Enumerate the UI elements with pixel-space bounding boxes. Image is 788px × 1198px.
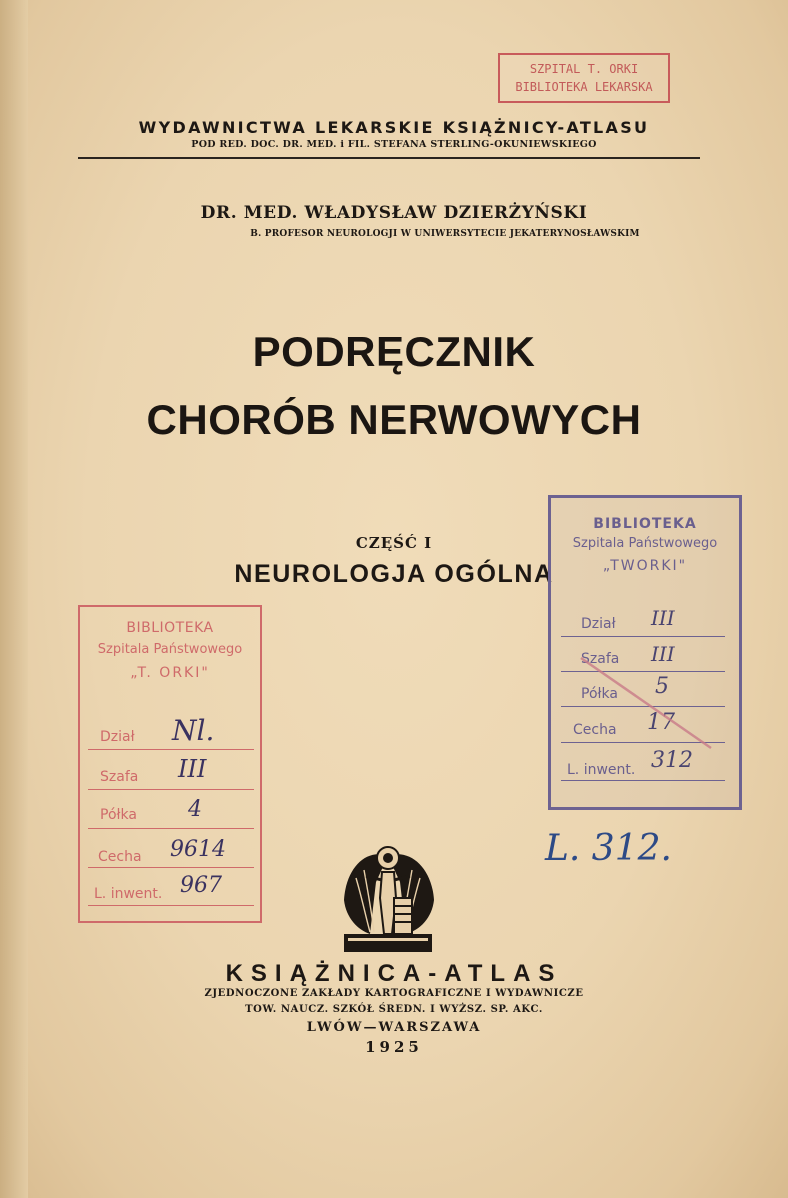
purple-library-stamp — [548, 495, 742, 810]
publication-year: 1925 — [365, 1038, 423, 1056]
red-stamp-line — [88, 905, 254, 906]
purple-stamp-hospital: Szpitala Państwowego — [572, 536, 718, 551]
author-name: DR. MED. WŁADYSŁAW DZIERŻYŃSKI — [200, 203, 588, 223]
winged-figure-emblem-icon — [336, 838, 440, 956]
page-spine-shadow — [0, 0, 28, 1198]
publisher-line2: TOW. NAUCZ. SZKÓŁ ŚREDN. I WYŻSZ. SP. AKC. — [245, 1004, 543, 1015]
red-stamp-heading: BIBLIOTEKA — [126, 620, 214, 636]
red-stamp-label-dzial: Dział — [100, 729, 135, 745]
red-stamp-hospital: Szpitala Państwowego — [97, 642, 243, 657]
red-stamp-line — [88, 789, 254, 790]
red-stamp-line — [88, 828, 254, 829]
red-stamp-label-szafa: Szafa — [100, 769, 139, 785]
purple-stamp-label-inwent: L. inwent. — [567, 762, 636, 778]
top-library-stamp — [498, 53, 670, 103]
book-title-line1: PODRĘCZNIK — [252, 328, 536, 375]
purple-stamp-label-dzial: Dział — [581, 616, 616, 632]
publisher-line1: ZJEDNOCZONE ZAKŁADY KARTOGRAFICZNE I WYDAWNICZE — [204, 988, 584, 999]
red-stamp-label-inwent: L. inwent. — [94, 886, 163, 902]
purple-stamp-line — [561, 780, 725, 781]
purple-stamp-label-szafa: Szafa — [581, 651, 620, 667]
purple-stamp-cross-mark-icon — [571, 648, 721, 758]
purple-stamp-value-szafa: III — [651, 642, 675, 666]
handwritten-inventory-number: L. 312. — [545, 828, 672, 869]
series-title: WYDAWNICTWA LEKARSKIE KSIĄŻNICY-ATLASU — [138, 118, 650, 137]
red-stamp-label-polka: Półka — [100, 807, 137, 823]
red-stamp-label-cecha: Cecha — [98, 849, 142, 865]
header-rule — [78, 157, 700, 159]
red-stamp-value-cecha: 9614 — [170, 837, 226, 862]
red-stamp-value-polka: 4 — [188, 797, 202, 822]
author-profession: B. PROFESOR NEUROLOGJI W UNIWERSYTECIE JEKATERYNOSŁAWSKIM — [250, 229, 640, 239]
purple-stamp-value-dzial: III — [651, 606, 675, 630]
top-stamp-line2: BIBLIOTEKA LEKARSKA — [515, 80, 653, 94]
part-subtitle: NEUROLOGJA OGÓLNA — [234, 560, 554, 588]
purple-stamp-heading: BIBLIOTEKA — [593, 516, 697, 532]
purple-stamp-value-inwent: 312 — [651, 748, 693, 773]
red-stamp-line — [88, 749, 254, 750]
part-label: CZĘŚĆ I — [355, 534, 433, 552]
red-stamp-value-inwent: 967 — [180, 873, 222, 898]
purple-stamp-value-polka: 5 — [655, 674, 669, 699]
purple-stamp-name: „TWORKI" — [602, 558, 688, 574]
series-editor: POD RED. DOC. DR. MED. i FIL. STEFANA STERLING-OKUNIEWSKIEGO — [191, 139, 597, 150]
red-stamp-name: „T. ORKI" — [130, 665, 210, 681]
purple-stamp-value-cecha: 17 — [647, 710, 675, 735]
purple-stamp-label-cecha: Cecha — [573, 722, 617, 738]
red-stamp-line — [88, 867, 254, 868]
purple-stamp-line — [561, 636, 725, 637]
book-title-line2: CHORÓB NERWOWYCH — [146, 396, 642, 443]
red-library-stamp — [78, 605, 262, 923]
top-stamp-line1: SZPITAL T. ORKI — [529, 62, 639, 76]
red-stamp-value-dzial: Nl. — [172, 714, 215, 747]
purple-stamp-label-polka: Półka — [581, 686, 618, 702]
red-stamp-value-szafa: III — [178, 755, 207, 783]
publisher-name: KSIĄŻNICA-ATLAS — [225, 960, 563, 987]
publisher-city: LWÓW—WARSZAWA — [306, 1020, 482, 1035]
